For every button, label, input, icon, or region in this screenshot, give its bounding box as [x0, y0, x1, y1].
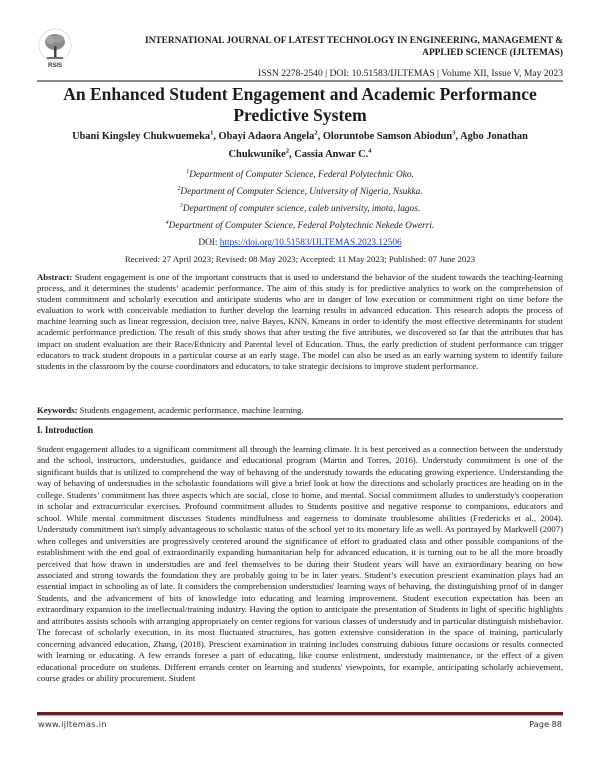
issn-volume-line: ISSN 2278-2540 | DOI: 10.51583/IJLTEMAS | Volume XII, Issue V, May 2023: [258, 68, 563, 79]
author-list: [40, 127, 560, 163]
footer-website: www.ijltemas.in: [38, 719, 107, 729]
paper-title: [30, 84, 570, 126]
author: Cassia Anwar C.$^4$: [294, 147, 372, 161]
header-divider: [37, 80, 563, 82]
doi-label: DOI:: [198, 238, 220, 248]
affiliation: $^2$Department of Computer Science, University of Nigeria, Nsukka.: [177, 186, 423, 198]
keywords-label: Keywords:: [37, 405, 78, 415]
affiliation: $^1$Department of Computer Science, Federal Polytechnic Oko.: [186, 169, 414, 181]
keywords-divider: [37, 418, 563, 420]
svg-text:RSIS: RSIS: [47, 63, 63, 69]
journal-header: [37, 27, 563, 79]
paper-title-line2: Predictive System: [233, 105, 367, 125]
doi-line: [60, 237, 540, 249]
doi-link[interactable]: https://doi.org/10.51583/IJLTEMAS.2023.12506: [219, 238, 402, 248]
journal-name: [123, 35, 563, 59]
page-number: Page 88: [529, 719, 562, 729]
abstract-text: Student engagement is one of the important constructs that is used to understand the behavior of the student towards the teaching-learning process, and it determines the students’ academic performance. The aim of this study is for predictive analytics to work on the comprehension of student commitment and scholarly execution and anticipate students who are in danger of low execution or commitment right on time before the evaluation to work with conceivable mediation to further develop the learning results in advanced education. This research adopts the process of machine learning such as linear regression, decision tree, naïve Bayes, KNN, Kmeans in order to identify the most effective determinants for student academic performance prediction. The result of this study shows that after testing the five attributes, we discovered so far that the attributes that has impact on student evaluation are their Race/Ethnicity and Parental level of Education. Thus, the early prediction of student performance can trigger educators to track student dropouts in a particular course at an early stage. The model can also be used as an early warning system to identify failure students in the classroom by the course coordinators and educators, to take strategic decisions to improve student performance.: [37, 272, 563, 371]
journal-name-line2: APPLIED SCIENCE (IJLTEMAS): [422, 48, 563, 58]
affiliation-list: [60, 164, 540, 232]
author: Ubani Kingsley Chukwuemeka$^1$,: [72, 130, 219, 143]
publication-dates: Received: 27 April 2023; Revised: 08 May 2023; Accepted: 11 May 2023; Published: 07 June 2023: [124, 254, 476, 264]
author: Oloruntobe Samson Abiodun$^3$,: [322, 130, 461, 143]
author: Obayi Adaora Angela$^2$,: [218, 130, 323, 143]
footer-divider: [37, 712, 563, 716]
affiliation: $^3$Department of computer science, caleb university, imota, lagos.: [179, 203, 421, 215]
affiliation: $^4$Department of Computer Science, Federal Polytechnic Nekede Owerri.: [165, 220, 435, 232]
introduction-body: Student engagement alludes to a significant commitment all through the learning climate. It is best perceived as a connection between the understudy and the school, instructors, understudies, guidance and educational program (Martin and Torres, 2016). Understudy commitment is one of the significant builds that is utilized to comprehend the way of behaving of the understudy towards the educating growing experience. Understanding the way of behaving of understudies in the scholastic foundations will give a brief look at how the directions and scholarly practices are heading on in the college. Students’ commitment has three aspects which are social, close to home, and mental. Social commitment alludes to understudy's cooperation in scholar and extracurricular exercises. Profound commitment alludes to Students positive and negative response to companions, educators and school. While mental commitment discusses Students mindfulness and eagerness to dominate troublesome abilities (Fredericks et al., 2004). Understudy commitment isn't simply advantageous to scholastic status of the school yet to its monetary life as well. As portrayed by Markwell (2007) when colleges and universities are progressively centered around the significance of effort to graduated class and other possible companions of the establishment with the end goal of extraordinarily expanding humanitarian help for advanced education, it is turning out to be all the more broadly perceived that how drawn in understudies are and feel themselves to be during their Student years will have an extraordinary bearing on how associated and strong towards the foundation they are probably going to be in later years. Student’s execution prescient examination plays had an essential impact in schooling as of late. It considers the comprehension understudies' learning ways of behaving, the distinguishing proof of in danger Students, and the advancement of bits of knowledge into educating and learning improvement. Student execution expectation has been an extraordinary expansion to the intellectual/training industry. Having the option to anticipate the presentation of Students in light of specific highlights and attributes assists schools with arranging appropriately on center regions for various classes of understudy and in particular distinguish misbehavior. The forecast of scholarly execution, in its most fluctuated structures, has gotten extensive consideration in the space of training, particularly concerning advanced education, Zhang, (2018). Prescient examination in training includes construing dubious future occasions or results connected with learning or educating. A few errands foresee a part of educating, like course enlistment, understudy maintenance, or the effect of a given educational procedure on students. Different errands center on learning and students' viewpoints, for example, anticipating scholarly achievement, course grades or ability procurement. Student: [37, 444, 563, 684]
journal-name-line1: INTERNATIONAL JOURNAL OF LATEST TECHNOLOGY IN ENGINEERING, MANAGEMENT &: [144, 36, 563, 46]
section-heading-introduction: I. Introduction: [37, 425, 94, 435]
abstract-label: Abstract:: [37, 272, 73, 282]
paper-title-line1: An Enhanced Student Engagement and Academic Performance: [63, 84, 537, 104]
keywords-text: Students engagement, academic performance, machine learning.: [77, 405, 304, 415]
author: Agbo Jonathan Chukwunike$^2$,: [228, 131, 528, 161]
rsis-tree-logo-icon: [37, 27, 73, 69]
keywords: [37, 405, 563, 416]
abstract: [37, 272, 563, 372]
